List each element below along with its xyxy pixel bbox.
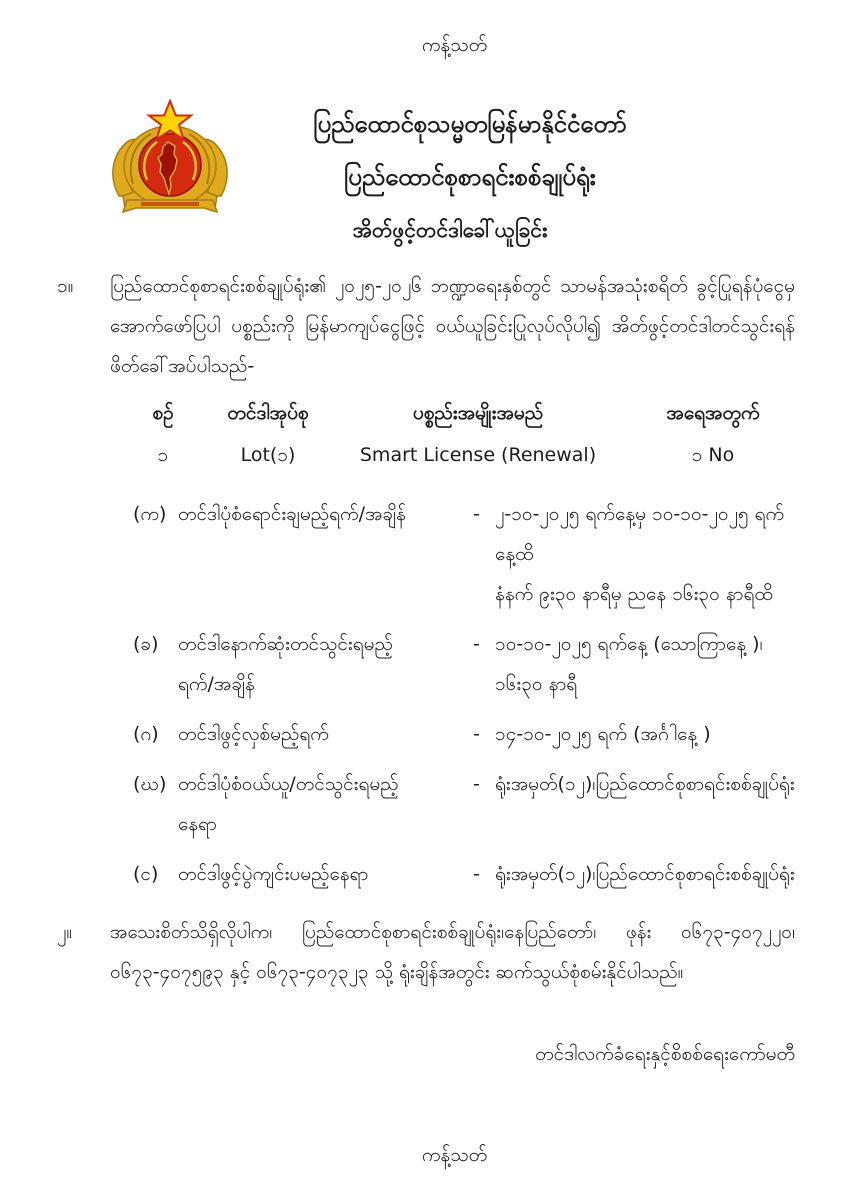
detail-row [133,664,849,704]
detail-item-gha [0,764,849,844]
detail-row [133,764,849,804]
detail-value: ရုံးအမှတ်(၁၂)၊ပြည်ထောင်စုစာရင်းစစ်ချုပ်ရုံး [495,773,795,795]
detail-value: ၁၀-၁၀-၂၀၂၅ ရက်နေ့ (သောကြာနေ့ )၊ [495,633,763,655]
classification-header: ကန့်သတ် [421,34,488,56]
col-header-quantity: အရေအတွက် [666,402,760,424]
detail-item-ga [0,714,849,754]
detail-dash: - [473,723,480,745]
detail-value: နေ့ထိ [495,543,534,565]
cell-item-name: Smart License (Renewal) [359,444,597,466]
detail-row [133,804,849,844]
detail-label: (င) [133,863,159,885]
paragraph-2-number: ၂။ [57,921,73,943]
detail-row [133,854,849,894]
detail-title: တင်ဒါပုံစံဝယ်ယူ/တင်သွင်းရမည့် [178,773,399,795]
table-row [118,434,849,476]
detail-dash: - [473,503,480,525]
detail-label: (ဃ) [133,773,167,795]
detail-label: (ခ) [133,633,159,655]
classification-footer: ကန့်သတ် [421,1144,488,1166]
detail-row [133,534,849,574]
detail-dash: - [473,863,480,885]
paragraph-1 [57,266,795,386]
myanmar-state-seal-icon [105,98,235,223]
detail-title: တင်ဒါဖွင့်လှစ်မည့်ရက် [178,723,329,745]
detail-title: ရက်/အချိန် [178,673,255,695]
table-header-row [118,392,849,434]
detail-row [133,574,849,614]
cell-serial: ၁ [157,444,169,466]
office-title: ပြည်ထောင်စုစာရင်းစစ်ချုပ်ရုံး [344,163,596,191]
detail-dash: - [473,773,480,795]
detail-label: (က) [133,503,167,525]
detail-dash: - [473,633,480,655]
detail-title: တင်ဒါနောက်ဆုံးတင်သွင်းရမည့် [178,633,393,655]
col-header-serial: စဉ် [152,402,174,424]
document-header [0,98,849,210]
detail-value: ၂-၁၀-၂၀၂၅ ရက်နေ့မှ ၁၀-၁၀-၂၀၂၅ ရက် [495,503,785,525]
col-header-item-name: ပစ္စည်းအမျိုးအမည် [412,402,544,424]
detail-row [133,624,849,664]
detail-title: နေရာ [178,813,217,835]
detail-row [133,494,849,534]
tender-details-list [0,494,849,894]
paragraph-1-text: ပြည်ထောင်စုစာရင်းစစ်ချုပ်ရုံး၏ ၂၀၂၅-၂၀၂၆ ဘဏ္ဍာရေးနှစ်တွင် သာမန်အသုံးစရိတ် ခွင့်ပြုရန်ပုံငွေမှ အောက်ဖော်ပြပါ ပစ္စည်းကို မြန်မာကျပ်ငွေဖြင့် ဝယ်ယူခြင်းပြုလုပ်လိုပါ၍ အိတ်ဖွင့်တင်ဒါတင်သွင်းရန် ဖိတ်ခေါ်အပ်ပါသည်- [110,275,795,377]
detail-item-nga [0,854,849,894]
detail-item-kha [0,624,849,704]
cell-lot-group: Lot(၁) [240,444,296,466]
paragraph-2 [57,912,795,992]
paragraph-1-number: ၁။ [57,275,74,297]
signature-committee: တင်ဒါလက်ခံရေးနှင့်စိစစ်ရေးကော်မတီ [535,1043,795,1065]
tender-table [118,392,849,476]
letterhead-titles [150,98,790,204]
detail-value: နံနက် ၉း၃၀ နာရီမှ ညနေ ၁၆း၃၀ နာရီထိ [495,583,773,605]
detail-value: ၁၄-၁၀-၂၀၂၅ ရက် (အင်္ဂါနေ့ ) [495,723,711,745]
detail-title: တင်ဒါဖွင့်ပွဲကျင်းပမည့်နေရာ [178,863,369,885]
document-subject: အိတ်ဖွင့်တင်ဒါခေါ်ယူခြင်း [352,218,548,242]
detail-value: ရုံးအမှတ်(၁၂)၊ပြည်ထောင်စုစာရင်းစစ်ချုပ်ရုံး [495,863,795,885]
detail-value: ၁၆း၃၀ နာရီ [495,673,578,695]
detail-label: (ဂ) [133,723,159,745]
cell-quantity: ၁ No [691,444,735,466]
detail-item-ka [0,494,849,614]
col-header-lot-group: တင်ဒါအုပ်စု [227,402,309,424]
paragraph-2-text: အသေးစိတ်သိရှိလိုပါက၊ ပြည်ထောင်စုစာရင်းစစ်ချုပ်ရုံး၊နေပြည်တော်၊ ဖုန်း ၀၆၇၃-၄၀၇၂၂၀၊ ၀၆၇၃-၄၀၇၅၉၃ နှင့် ၀၆၇၃-၄၀၇၃၂၃ သို့ ရုံးချိန်အတွင်း ဆက်သွယ်စုံစမ်းနိုင်ပါသည်။ [110,921,795,983]
detail-row [133,714,849,754]
country-title: ပြည်ထောင်စုသမ္မတမြန်မာနိုင်ငံတော် [313,110,627,138]
detail-title: တင်ဒါပုံစံရောင်းချမည့်ရက်/အချိန် [178,503,406,525]
